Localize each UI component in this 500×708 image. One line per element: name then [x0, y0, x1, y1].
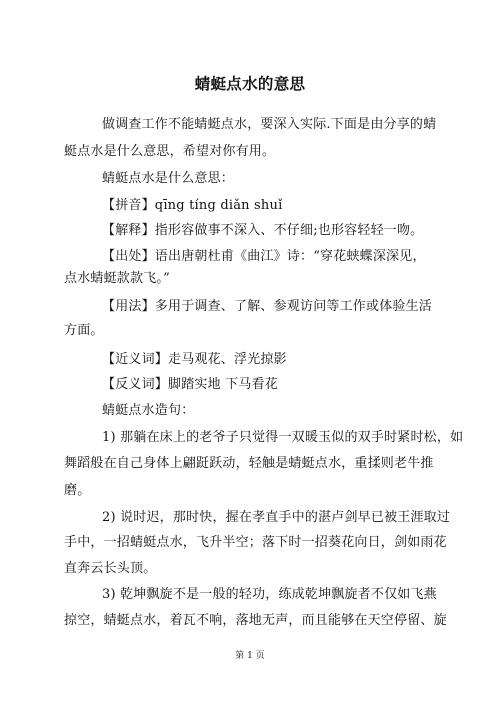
usage-line: 【用法】多用于调查、了解、参观访问等工作或体验生活 [102, 299, 433, 314]
example-line: 2) 说时迟，那时快，握在孝直手中的湛卢剑早已被王涯取过 [102, 510, 451, 525]
antonym-line: 【反义词】脚踏实地 下马看花 [102, 377, 278, 392]
page-number: 第 1 页 [235, 651, 265, 661]
explanation-line: 【解释】指形容做事不深入、不仔细;也形容轻轻一吻。 [102, 223, 424, 238]
example-line: 手中，一招蜻蜓点水，飞升半空；落下时一招葵花向日，剑如雨花 [64, 535, 447, 550]
example-line: 3) 乾坤飘旋不是一般的轻功，练成乾坤飘旋者不仅如飞燕 [102, 587, 437, 602]
paragraph-line: 蜻蜓点水是什么意思： [102, 171, 235, 186]
section-heading: 蜻蜓点水造句： [102, 403, 195, 418]
example-line: 直奔云长头顶。 [64, 561, 157, 576]
document-title: 蜻蜓点水的意思 [194, 75, 306, 93]
example-line: 磨。 [64, 483, 91, 498]
example-line: 1) 那躺在床上的老爷子只觉得一双暖玉似的双手时紧时松，如 [102, 430, 464, 445]
paragraph-line: 蜓点水是什么意思，希望对你有用。 [64, 144, 276, 159]
pinyin-line: 【拼音】qīng tíng diǎn shuǐ [102, 198, 283, 213]
example-line: 掠空，蜻蜓点水，着瓦不响，落地无声，而且能够在天空停留、旋 [64, 613, 447, 628]
source-line: 【出处】语出唐朝杜甫《曲江》诗：“穿花蛱蝶深深见， [102, 249, 426, 264]
usage-line: 方面。 [64, 323, 104, 338]
paragraph-line: 做调查工作不能蜻蜓点水，要深入实际.下面是由分享的蜻 [102, 117, 437, 132]
example-line: 舞蹈般在自己身体上翩跹跃动，轻触是蜻蜓点水，重揉则老牛推 [64, 456, 434, 471]
synonym-line: 【近义词】走马观花、浮光掠影 [102, 352, 287, 367]
source-line: 点水蜻蜓款款飞。” [64, 271, 170, 286]
